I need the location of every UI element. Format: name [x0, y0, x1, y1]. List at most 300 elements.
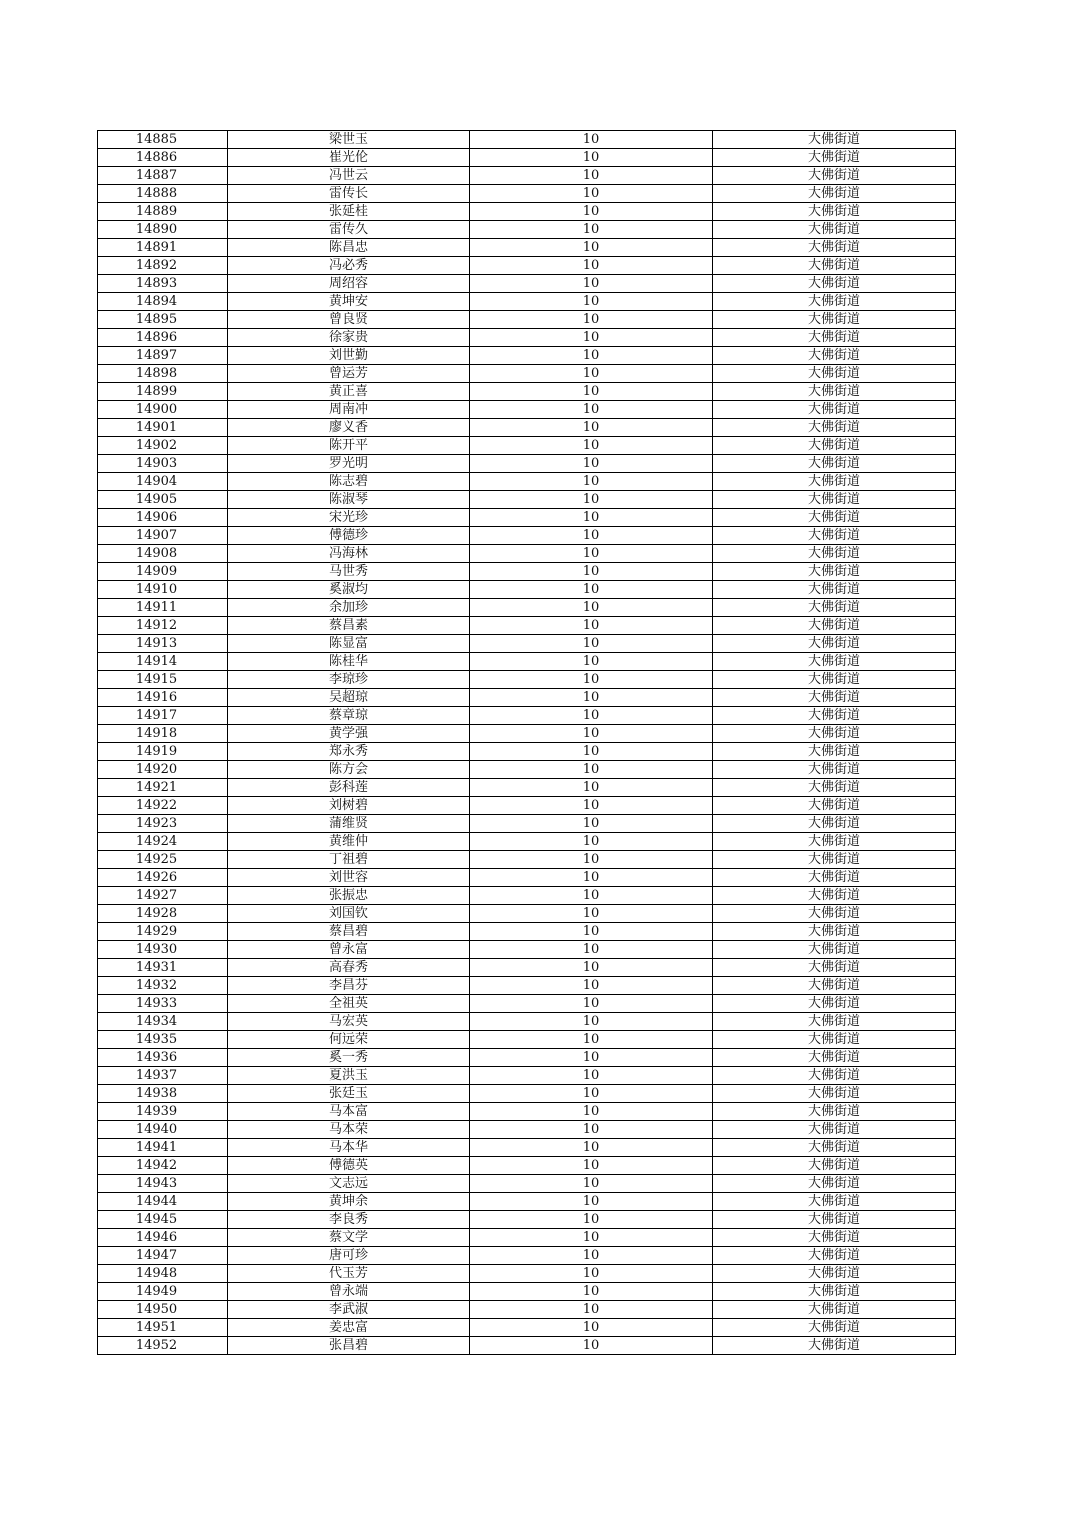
- name-cell: 蔡章琼: [228, 707, 470, 725]
- row-number-cell: 14950: [98, 1301, 228, 1319]
- district-cell: 大佛街道: [713, 1265, 956, 1283]
- district-cell: 大佛街道: [713, 1049, 956, 1067]
- amount-cell: 10: [470, 1049, 713, 1067]
- row-number-cell: 14906: [98, 509, 228, 527]
- table-row: [98, 725, 956, 743]
- district-cell: 大佛街道: [713, 455, 956, 473]
- amount-cell: 10: [470, 1319, 713, 1337]
- row-number-cell: 14907: [98, 527, 228, 545]
- name-cell: 马本荣: [228, 1121, 470, 1139]
- table-row: [98, 347, 956, 365]
- amount-cell: 10: [470, 509, 713, 527]
- row-number-cell: 14894: [98, 293, 228, 311]
- row-number-cell: 14928: [98, 905, 228, 923]
- amount-cell: 10: [470, 815, 713, 833]
- district-cell: 大佛街道: [713, 815, 956, 833]
- name-cell: 马本富: [228, 1103, 470, 1121]
- table-row: [98, 1337, 956, 1355]
- name-cell: 陈桂华: [228, 653, 470, 671]
- name-cell: 代玉芳: [228, 1265, 470, 1283]
- name-cell: 姜忠富: [228, 1319, 470, 1337]
- row-number-cell: 14949: [98, 1283, 228, 1301]
- table-row: [98, 743, 956, 761]
- amount-cell: 10: [470, 743, 713, 761]
- amount-cell: 10: [470, 923, 713, 941]
- amount-cell: 10: [470, 419, 713, 437]
- table-row: [98, 1175, 956, 1193]
- name-cell: 马世秀: [228, 563, 470, 581]
- table-row: [98, 779, 956, 797]
- name-cell: 张延桂: [228, 203, 470, 221]
- table-row: [98, 437, 956, 455]
- name-cell: 刘世勤: [228, 347, 470, 365]
- district-cell: 大佛街道: [713, 1121, 956, 1139]
- name-cell: 郑永秀: [228, 743, 470, 761]
- row-number-cell: 14921: [98, 779, 228, 797]
- table-row: [98, 149, 956, 167]
- name-cell: 蒲维贤: [228, 815, 470, 833]
- district-cell: 大佛街道: [713, 1067, 956, 1085]
- table-row: [98, 851, 956, 869]
- amount-cell: 10: [470, 1103, 713, 1121]
- district-cell: 大佛街道: [713, 239, 956, 257]
- amount-cell: 10: [470, 1175, 713, 1193]
- table-row: [98, 653, 956, 671]
- amount-cell: 10: [470, 725, 713, 743]
- amount-cell: 10: [470, 761, 713, 779]
- row-number-cell: 14932: [98, 977, 228, 995]
- row-number-cell: 14947: [98, 1247, 228, 1265]
- amount-cell: 10: [470, 1085, 713, 1103]
- row-number-cell: 14934: [98, 1013, 228, 1031]
- district-cell: 大佛街道: [713, 203, 956, 221]
- name-cell: 黄正喜: [228, 383, 470, 401]
- name-cell: 刘树碧: [228, 797, 470, 815]
- name-cell: 黄学强: [228, 725, 470, 743]
- name-cell: 冯海林: [228, 545, 470, 563]
- amount-cell: 10: [470, 671, 713, 689]
- table-row: [98, 599, 956, 617]
- table-row: [98, 869, 956, 887]
- row-number-cell: 14944: [98, 1193, 228, 1211]
- name-cell: 何远荣: [228, 1031, 470, 1049]
- row-number-cell: 14893: [98, 275, 228, 293]
- amount-cell: 10: [470, 1337, 713, 1355]
- name-cell: 宋光珍: [228, 509, 470, 527]
- amount-cell: 10: [470, 707, 713, 725]
- district-cell: 大佛街道: [713, 293, 956, 311]
- table-row: [98, 1247, 956, 1265]
- table-body: [98, 131, 956, 1355]
- district-cell: 大佛街道: [713, 671, 956, 689]
- amount-cell: 10: [470, 1193, 713, 1211]
- row-number-cell: 14897: [98, 347, 228, 365]
- table-row: [98, 995, 956, 1013]
- amount-cell: 10: [470, 869, 713, 887]
- name-cell: 李昌芬: [228, 977, 470, 995]
- district-cell: 大佛街道: [713, 941, 956, 959]
- district-cell: 大佛街道: [713, 1211, 956, 1229]
- name-cell: 陈淑琴: [228, 491, 470, 509]
- name-cell: 周绍容: [228, 275, 470, 293]
- amount-cell: 10: [470, 887, 713, 905]
- district-cell: 大佛街道: [713, 851, 956, 869]
- amount-cell: 10: [470, 401, 713, 419]
- table-row: [98, 401, 956, 419]
- amount-cell: 10: [470, 1283, 713, 1301]
- district-cell: 大佛街道: [713, 257, 956, 275]
- district-cell: 大佛街道: [713, 185, 956, 203]
- name-cell: 陈志碧: [228, 473, 470, 491]
- name-cell: 陈开平: [228, 437, 470, 455]
- name-cell: 梁世玉: [228, 131, 470, 149]
- district-cell: 大佛街道: [713, 509, 956, 527]
- row-number-cell: 14888: [98, 185, 228, 203]
- district-cell: 大佛街道: [713, 365, 956, 383]
- name-cell: 曾永富: [228, 941, 470, 959]
- district-cell: 大佛街道: [713, 761, 956, 779]
- row-number-cell: 14887: [98, 167, 228, 185]
- amount-cell: 10: [470, 167, 713, 185]
- amount-cell: 10: [470, 995, 713, 1013]
- amount-cell: 10: [470, 185, 713, 203]
- table-row: [98, 1121, 956, 1139]
- district-cell: 大佛街道: [713, 131, 956, 149]
- row-number-cell: 14943: [98, 1175, 228, 1193]
- table-row: [98, 959, 956, 977]
- amount-cell: 10: [470, 563, 713, 581]
- table-row: [98, 617, 956, 635]
- row-number-cell: 14917: [98, 707, 228, 725]
- name-cell: 刘国钦: [228, 905, 470, 923]
- table-row: [98, 761, 956, 779]
- district-cell: 大佛街道: [713, 401, 956, 419]
- table-row: [98, 815, 956, 833]
- row-number-cell: 14912: [98, 617, 228, 635]
- district-cell: 大佛街道: [713, 1157, 956, 1175]
- amount-cell: 10: [470, 1265, 713, 1283]
- district-cell: 大佛街道: [713, 311, 956, 329]
- table-row: [98, 239, 956, 257]
- table-row: [98, 1139, 956, 1157]
- name-cell: 黄坤余: [228, 1193, 470, 1211]
- amount-cell: 10: [470, 239, 713, 257]
- row-number-cell: 14935: [98, 1031, 228, 1049]
- name-cell: 马本华: [228, 1139, 470, 1157]
- table-row: [98, 923, 956, 941]
- table-row: [98, 1283, 956, 1301]
- district-cell: 大佛街道: [713, 1229, 956, 1247]
- row-number-cell: 14916: [98, 689, 228, 707]
- district-cell: 大佛街道: [713, 599, 956, 617]
- name-cell: 黄维仲: [228, 833, 470, 851]
- name-cell: 傅德珍: [228, 527, 470, 545]
- row-number-cell: 14901: [98, 419, 228, 437]
- table-row: [98, 1067, 956, 1085]
- name-cell: 雷传久: [228, 221, 470, 239]
- row-number-cell: 14929: [98, 923, 228, 941]
- row-number-cell: 14890: [98, 221, 228, 239]
- table-row: [98, 203, 956, 221]
- row-number-cell: 14908: [98, 545, 228, 563]
- amount-cell: 10: [470, 293, 713, 311]
- district-cell: 大佛街道: [713, 167, 956, 185]
- name-cell: 傅德英: [228, 1157, 470, 1175]
- row-number-cell: 14886: [98, 149, 228, 167]
- amount-cell: 10: [470, 599, 713, 617]
- name-cell: 张振忠: [228, 887, 470, 905]
- district-cell: 大佛街道: [713, 1301, 956, 1319]
- amount-cell: 10: [470, 1067, 713, 1085]
- row-number-cell: 14946: [98, 1229, 228, 1247]
- table-row: [98, 257, 956, 275]
- row-number-cell: 14918: [98, 725, 228, 743]
- district-cell: 大佛街道: [713, 869, 956, 887]
- district-cell: 大佛街道: [713, 473, 956, 491]
- name-cell: 彭科莲: [228, 779, 470, 797]
- row-number-cell: 14938: [98, 1085, 228, 1103]
- amount-cell: 10: [470, 1139, 713, 1157]
- name-cell: 唐可珍: [228, 1247, 470, 1265]
- table-row: [98, 977, 956, 995]
- name-cell: 吴超琼: [228, 689, 470, 707]
- amount-cell: 10: [470, 851, 713, 869]
- row-number-cell: 14889: [98, 203, 228, 221]
- district-cell: 大佛街道: [713, 1247, 956, 1265]
- amount-cell: 10: [470, 1247, 713, 1265]
- amount-cell: 10: [470, 383, 713, 401]
- row-number-cell: 14913: [98, 635, 228, 653]
- amount-cell: 10: [470, 275, 713, 293]
- row-number-cell: 14900: [98, 401, 228, 419]
- row-number-cell: 14919: [98, 743, 228, 761]
- amount-cell: 10: [470, 797, 713, 815]
- row-number-cell: 14920: [98, 761, 228, 779]
- amount-cell: 10: [470, 437, 713, 455]
- district-cell: 大佛街道: [713, 221, 956, 239]
- district-cell: 大佛街道: [713, 923, 956, 941]
- name-cell: 张廷玉: [228, 1085, 470, 1103]
- row-number-cell: 14936: [98, 1049, 228, 1067]
- amount-cell: 10: [470, 257, 713, 275]
- name-cell: 崔光伦: [228, 149, 470, 167]
- data-table: [97, 130, 956, 1355]
- district-cell: 大佛街道: [713, 437, 956, 455]
- district-cell: 大佛街道: [713, 545, 956, 563]
- name-cell: 周南冲: [228, 401, 470, 419]
- name-cell: 徐家贵: [228, 329, 470, 347]
- district-cell: 大佛街道: [713, 1337, 956, 1355]
- table-row: [98, 707, 956, 725]
- table-row: [98, 527, 956, 545]
- table-row: [98, 1193, 956, 1211]
- district-cell: 大佛街道: [713, 1193, 956, 1211]
- name-cell: 陈方会: [228, 761, 470, 779]
- name-cell: 陈显富: [228, 635, 470, 653]
- name-cell: 黄坤安: [228, 293, 470, 311]
- name-cell: 丁祖碧: [228, 851, 470, 869]
- name-cell: 冯必秀: [228, 257, 470, 275]
- district-cell: 大佛街道: [713, 995, 956, 1013]
- table-row: [98, 905, 956, 923]
- table-row: [98, 1319, 956, 1337]
- table-row: [98, 473, 956, 491]
- amount-cell: 10: [470, 203, 713, 221]
- row-number-cell: 14931: [98, 959, 228, 977]
- row-number-cell: 14941: [98, 1139, 228, 1157]
- amount-cell: 10: [470, 149, 713, 167]
- amount-cell: 10: [470, 1229, 713, 1247]
- table-row: [98, 563, 956, 581]
- table-row: [98, 311, 956, 329]
- row-number-cell: 14898: [98, 365, 228, 383]
- row-number-cell: 14933: [98, 995, 228, 1013]
- name-cell: 蔡昌碧: [228, 923, 470, 941]
- name-cell: 曾运芳: [228, 365, 470, 383]
- table-row: [98, 383, 956, 401]
- row-number-cell: 14939: [98, 1103, 228, 1121]
- district-cell: 大佛街道: [713, 959, 956, 977]
- name-cell: 李琼珍: [228, 671, 470, 689]
- table-row: [98, 941, 956, 959]
- row-number-cell: 14909: [98, 563, 228, 581]
- row-number-cell: 14922: [98, 797, 228, 815]
- district-cell: 大佛街道: [713, 1085, 956, 1103]
- table-row: [98, 365, 956, 383]
- row-number-cell: 14951: [98, 1319, 228, 1337]
- row-number-cell: 14925: [98, 851, 228, 869]
- table-row: [98, 131, 956, 149]
- name-cell: 李良秀: [228, 1211, 470, 1229]
- name-cell: 马宏英: [228, 1013, 470, 1031]
- amount-cell: 10: [470, 365, 713, 383]
- row-number-cell: 14899: [98, 383, 228, 401]
- district-cell: 大佛街道: [713, 635, 956, 653]
- row-number-cell: 14926: [98, 869, 228, 887]
- district-cell: 大佛街道: [713, 581, 956, 599]
- district-cell: 大佛街道: [713, 977, 956, 995]
- table-row: [98, 167, 956, 185]
- amount-cell: 10: [470, 1301, 713, 1319]
- row-number-cell: 14924: [98, 833, 228, 851]
- table-row: [98, 1049, 956, 1067]
- name-cell: 文志远: [228, 1175, 470, 1193]
- district-cell: 大佛街道: [713, 1283, 956, 1301]
- district-cell: 大佛街道: [713, 653, 956, 671]
- name-cell: 曾永端: [228, 1283, 470, 1301]
- table-row: [98, 671, 956, 689]
- table-row: [98, 581, 956, 599]
- table-row: [98, 185, 956, 203]
- row-number-cell: 14895: [98, 311, 228, 329]
- row-number-cell: 14904: [98, 473, 228, 491]
- row-number-cell: 14948: [98, 1265, 228, 1283]
- amount-cell: 10: [470, 329, 713, 347]
- amount-cell: 10: [470, 779, 713, 797]
- district-cell: 大佛街道: [713, 563, 956, 581]
- table-row: [98, 275, 956, 293]
- table-row: [98, 293, 956, 311]
- row-number-cell: 14892: [98, 257, 228, 275]
- name-cell: 蔡昌素: [228, 617, 470, 635]
- row-number-cell: 14945: [98, 1211, 228, 1229]
- row-number-cell: 14915: [98, 671, 228, 689]
- table-row: [98, 1265, 956, 1283]
- amount-cell: 10: [470, 131, 713, 149]
- row-number-cell: 14905: [98, 491, 228, 509]
- district-cell: 大佛街道: [713, 1031, 956, 1049]
- table-row: [98, 1103, 956, 1121]
- district-cell: 大佛街道: [713, 275, 956, 293]
- name-cell: 陈昌忠: [228, 239, 470, 257]
- row-number-cell: 14930: [98, 941, 228, 959]
- amount-cell: 10: [470, 1031, 713, 1049]
- district-cell: 大佛街道: [713, 1013, 956, 1031]
- table-row: [98, 455, 956, 473]
- amount-cell: 10: [470, 311, 713, 329]
- district-cell: 大佛街道: [713, 725, 956, 743]
- amount-cell: 10: [470, 581, 713, 599]
- district-cell: 大佛街道: [713, 383, 956, 401]
- row-number-cell: 14923: [98, 815, 228, 833]
- name-cell: 刘世容: [228, 869, 470, 887]
- district-cell: 大佛街道: [713, 797, 956, 815]
- amount-cell: 10: [470, 221, 713, 239]
- table-row: [98, 833, 956, 851]
- district-cell: 大佛街道: [713, 779, 956, 797]
- district-cell: 大佛街道: [713, 707, 956, 725]
- amount-cell: 10: [470, 347, 713, 365]
- table-row: [98, 329, 956, 347]
- name-cell: 冯世云: [228, 167, 470, 185]
- table-row: [98, 1229, 956, 1247]
- table-row: [98, 509, 956, 527]
- table-row: [98, 1031, 956, 1049]
- row-number-cell: 14910: [98, 581, 228, 599]
- district-cell: 大佛街道: [713, 689, 956, 707]
- table-row: [98, 1301, 956, 1319]
- name-cell: 蔡文学: [228, 1229, 470, 1247]
- district-cell: 大佛街道: [713, 149, 956, 167]
- amount-cell: 10: [470, 959, 713, 977]
- name-cell: 奚一秀: [228, 1049, 470, 1067]
- name-cell: 奚淑均: [228, 581, 470, 599]
- row-number-cell: 14942: [98, 1157, 228, 1175]
- amount-cell: 10: [470, 941, 713, 959]
- district-cell: 大佛街道: [713, 1175, 956, 1193]
- district-cell: 大佛街道: [713, 833, 956, 851]
- amount-cell: 10: [470, 977, 713, 995]
- name-cell: 余加珍: [228, 599, 470, 617]
- name-cell: 夏洪玉: [228, 1067, 470, 1085]
- amount-cell: 10: [470, 491, 713, 509]
- row-number-cell: 14902: [98, 437, 228, 455]
- row-number-cell: 14937: [98, 1067, 228, 1085]
- name-cell: 罗光明: [228, 455, 470, 473]
- amount-cell: 10: [470, 1157, 713, 1175]
- row-number-cell: 14891: [98, 239, 228, 257]
- row-number-cell: 14940: [98, 1121, 228, 1139]
- district-cell: 大佛街道: [713, 1319, 956, 1337]
- amount-cell: 10: [470, 617, 713, 635]
- amount-cell: 10: [470, 833, 713, 851]
- district-cell: 大佛街道: [713, 1103, 956, 1121]
- row-number-cell: 14914: [98, 653, 228, 671]
- amount-cell: 10: [470, 653, 713, 671]
- district-cell: 大佛街道: [713, 887, 956, 905]
- district-cell: 大佛街道: [713, 491, 956, 509]
- table-row: [98, 1085, 956, 1103]
